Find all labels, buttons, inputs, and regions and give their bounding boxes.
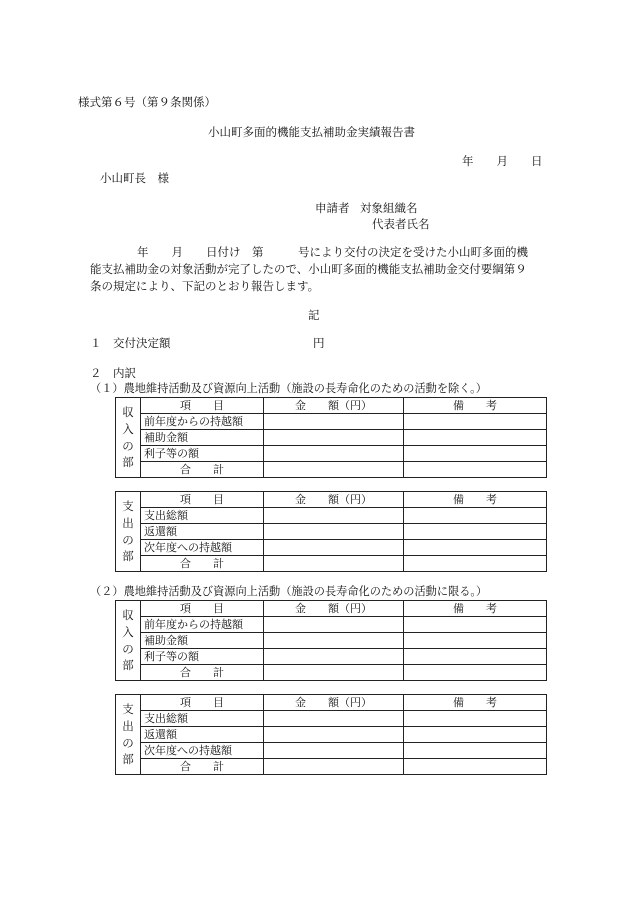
table-row <box>116 540 547 556</box>
row-label: 支出総額 <box>141 711 264 727</box>
row-label: 補助金額 <box>141 430 264 446</box>
header-amount: 金 額（円） <box>264 601 404 617</box>
amount-cell[interactable] <box>264 556 404 572</box>
table-row <box>116 462 547 478</box>
table-row <box>116 665 547 681</box>
remarks-cell[interactable] <box>404 665 547 681</box>
table-row <box>116 759 547 775</box>
table-row <box>116 617 547 633</box>
total-label: 合 計 <box>141 665 264 681</box>
amount-cell[interactable] <box>264 759 404 775</box>
remarks-cell[interactable] <box>404 711 547 727</box>
row-label: 返還額 <box>141 727 264 743</box>
table-row <box>116 414 547 430</box>
table-row <box>116 711 547 727</box>
document-title: 小山町多面的機能支払補助金実績報告書 <box>208 125 415 139</box>
body-line-2: 能支払補助金の対象活動が完了したので、小山町多面的機能支払補助金交付要綱第９ <box>90 262 527 276</box>
expense-side-label: 支 出 の 部 <box>116 492 141 572</box>
addressee: 小山町長 様 <box>100 171 169 185</box>
section-1-expense-table <box>115 491 547 572</box>
remarks-cell[interactable] <box>404 462 547 478</box>
amount-cell[interactable] <box>264 617 404 633</box>
table-row <box>116 633 547 649</box>
date-line: 年 月 日 <box>462 154 543 168</box>
row-label: 補助金額 <box>141 633 264 649</box>
applicant-label: 申請者 <box>315 201 350 215</box>
remarks-cell[interactable] <box>404 649 547 665</box>
section-1-heading: （１）農地維持活動及び資源向上活動（施設の長寿命化のための活動を除く。） <box>90 382 487 395</box>
item-1-unit: 円 <box>313 336 325 350</box>
row-label: 支出総額 <box>141 508 264 524</box>
section-2-expense-table <box>115 694 547 775</box>
amount-cell[interactable] <box>264 649 404 665</box>
header-remarks: 備 考 <box>404 398 547 414</box>
table-row <box>116 649 547 665</box>
row-label: 次年度への持越額 <box>141 540 264 556</box>
table-row <box>116 556 547 572</box>
remarks-cell[interactable] <box>404 743 547 759</box>
row-label: 前年度からの持越額 <box>141 617 264 633</box>
remarks-cell[interactable] <box>404 633 547 649</box>
remarks-cell[interactable] <box>404 727 547 743</box>
amount-cell[interactable] <box>264 743 404 759</box>
header-amount: 金 額（円） <box>264 695 404 711</box>
table-row <box>116 508 547 524</box>
table-row <box>116 430 547 446</box>
header-remarks: 備 考 <box>404 492 547 508</box>
row-label: 返還額 <box>141 524 264 540</box>
amount-cell[interactable] <box>264 508 404 524</box>
table-row <box>116 492 547 508</box>
item-2-label: ２ 内訳 <box>90 366 136 380</box>
header-item: 項 目 <box>141 492 264 508</box>
remarks-cell[interactable] <box>404 414 547 430</box>
representative-label: 代表者氏名 <box>372 217 430 231</box>
remarks-cell[interactable] <box>404 617 547 633</box>
remarks-cell[interactable] <box>404 446 547 462</box>
remarks-cell[interactable] <box>404 556 547 572</box>
header-item: 項 目 <box>141 601 264 617</box>
remarks-cell[interactable] <box>404 508 547 524</box>
body-line-1: 年 月 日付け 第 号により交付の決定を受けた小山町多面的機 <box>137 245 528 259</box>
total-label: 合 計 <box>141 462 264 478</box>
header-item: 項 目 <box>141 398 264 414</box>
amount-cell[interactable] <box>264 540 404 556</box>
remarks-cell[interactable] <box>404 540 547 556</box>
table-row <box>116 398 547 414</box>
amount-cell[interactable] <box>264 462 404 478</box>
total-label: 合 計 <box>141 759 264 775</box>
table-row <box>116 695 547 711</box>
ki-heading: 記 <box>308 308 320 322</box>
remarks-cell[interactable] <box>404 524 547 540</box>
header-amount: 金 額（円） <box>264 398 404 414</box>
row-label: 次年度への持越額 <box>141 743 264 759</box>
header-amount: 金 額（円） <box>264 492 404 508</box>
form-number: 様式第６号（第９条関係） <box>78 95 216 109</box>
table-row <box>116 743 547 759</box>
amount-cell[interactable] <box>264 633 404 649</box>
remarks-cell[interactable] <box>404 430 547 446</box>
row-label: 利子等の額 <box>141 649 264 665</box>
header-item: 項 目 <box>141 695 264 711</box>
amount-cell[interactable] <box>264 414 404 430</box>
amount-cell[interactable] <box>264 524 404 540</box>
header-remarks: 備 考 <box>404 601 547 617</box>
total-label: 合 計 <box>141 556 264 572</box>
amount-cell[interactable] <box>264 446 404 462</box>
amount-cell[interactable] <box>264 665 404 681</box>
org-name-label: 対象組織名 <box>360 201 418 215</box>
remarks-cell[interactable] <box>404 759 547 775</box>
body-line-3: 条の規定により、下記のとおり報告します。 <box>90 279 320 293</box>
amount-cell[interactable] <box>264 430 404 446</box>
section-1-income-table <box>115 397 547 478</box>
income-side-label: 収 入 の 部 <box>116 398 141 478</box>
amount-cell[interactable] <box>264 727 404 743</box>
table-row <box>116 727 547 743</box>
income-side-label: 収 入 の 部 <box>116 601 141 681</box>
table-row <box>116 446 547 462</box>
item-1-label: １ 交付決定額 <box>90 336 171 350</box>
table-row <box>116 524 547 540</box>
section-2-income-table <box>115 600 547 681</box>
row-label: 利子等の額 <box>141 446 264 462</box>
table-row <box>116 601 547 617</box>
section-2-heading: （２）農地維持活動及び資源向上活動（施設の長寿命化のための活動に限る。） <box>90 585 488 598</box>
header-remarks: 備 考 <box>404 695 547 711</box>
amount-cell[interactable] <box>264 711 404 727</box>
expense-side-label: 支 出 の 部 <box>116 695 141 775</box>
row-label: 前年度からの持越額 <box>141 414 264 430</box>
